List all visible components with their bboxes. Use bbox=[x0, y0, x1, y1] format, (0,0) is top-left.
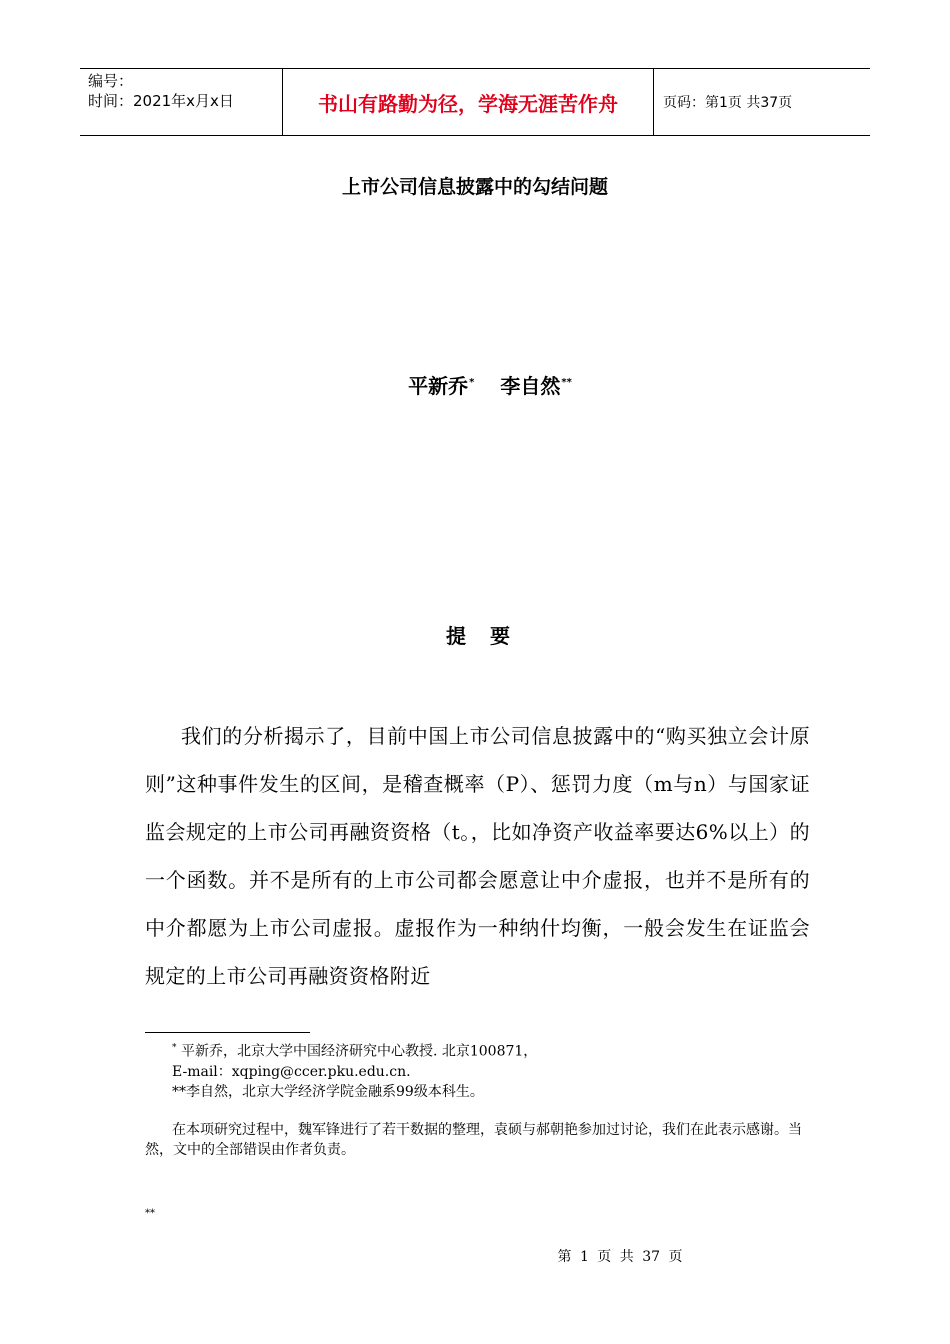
page-footer: 第 1 页 共 37 页 bbox=[557, 1249, 683, 1265]
header-meta-cell bbox=[80, 69, 282, 135]
header-motto-cell bbox=[282, 69, 654, 135]
footnote-1-mark: * bbox=[172, 1043, 177, 1053]
footnotes bbox=[172, 1038, 812, 1102]
header-table bbox=[80, 68, 870, 136]
acknowledgement-note: 在本项研究过程中，魏军锋进行了若干数据的整理，袁硕与郝朝艳参加过讨论，我们在此表示感谢。当然，文中的全部错误由作者负责。 bbox=[145, 1122, 802, 1158]
abstract-paragraph: 我们的分析揭示了，目前中国上市公司信息披露中的“购买独立会计原则”这种事件发生的区间，是稽查概率（P）、惩罚力度（m与n）与国家证监会规定的上市公司再融资资格（t。，比如净资产收益率要达6%以上）的一个函数。并不是所有的上市公司都会愿意让中介虚报，也并不是所有的中介都愿为上市公司虚报。虚报作为一种纳什均衡，一般会发生在证监会规定的上市公司再融资资格附近 bbox=[145, 724, 810, 988]
document-time-label: 时间：2021年x月x日 bbox=[88, 92, 234, 110]
document-number-label: 编号： bbox=[88, 72, 134, 90]
author-1-footnote-mark: * bbox=[469, 377, 475, 389]
author-name-1: 平新乔 bbox=[408, 374, 469, 398]
footnote-2: **李自然，北京大学经济学院金融系99级本科生。 bbox=[172, 1083, 484, 1100]
author-2-footnote-mark: ** bbox=[561, 377, 572, 389]
footnote-stray-mark: ** bbox=[145, 1208, 155, 1219]
abstract-heading: 提要 bbox=[446, 624, 534, 648]
footnote-1-text: 平新乔，北京大学中国经济研究中心教授. 北京100871， bbox=[180, 1043, 538, 1060]
author-name-2: 李自然 bbox=[500, 374, 561, 398]
footnote-1 bbox=[172, 1038, 812, 1062]
footnote-1-email: E-mail：xqping@ccer.pku.edu.cn. bbox=[172, 1063, 411, 1080]
footnote-separator bbox=[145, 1032, 310, 1033]
header-motto: 书山有路勤为径，学海无涯苦作舟 bbox=[318, 91, 618, 116]
author-line bbox=[0, 370, 950, 399]
header-page-info: 页码：第1页 共37页 bbox=[663, 95, 793, 111]
document-title: 上市公司信息披露中的勾结问题 bbox=[341, 176, 608, 198]
header-page-cell bbox=[654, 69, 870, 135]
